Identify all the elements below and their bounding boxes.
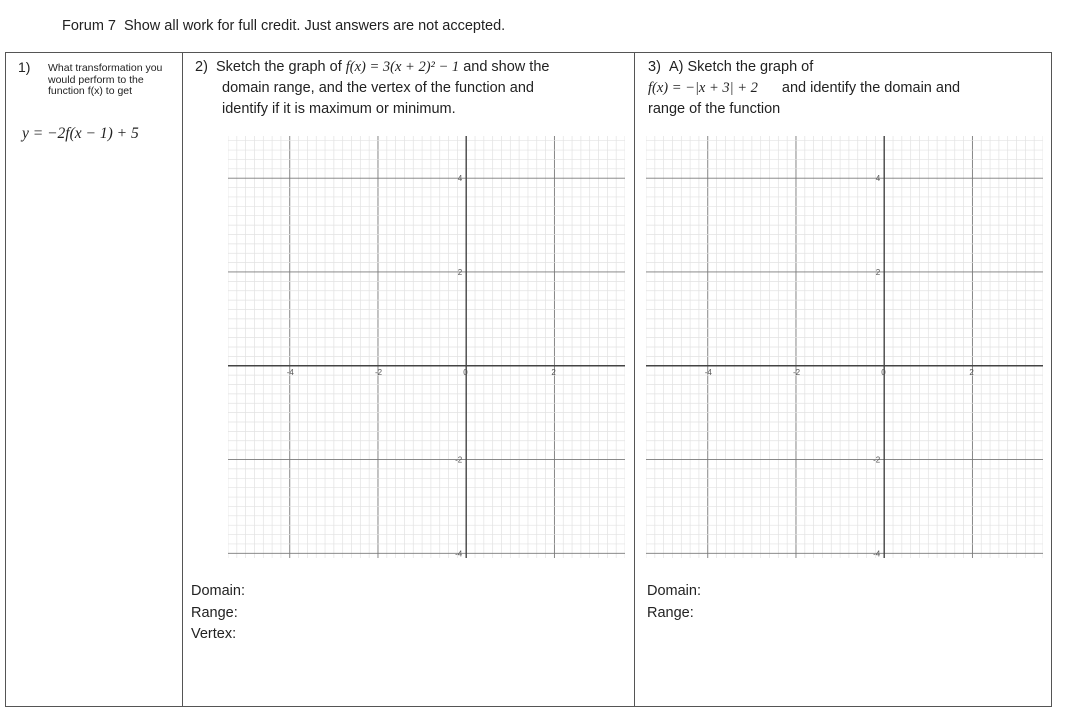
question-2-answers [191, 581, 245, 646]
question-2-line-1 [195, 57, 635, 78]
question-2-vertex-label: Vertex: [191, 626, 237, 642]
x-tick-label: 0 [463, 367, 468, 377]
x-tick-label: -4 [704, 367, 712, 377]
question-2-range-label: Range: [191, 604, 238, 621]
question-2-line-1b: and show the [459, 59, 550, 75]
column-divider-1 [182, 53, 183, 706]
x-tick-label: 0 [881, 367, 886, 377]
question-2-line-1a: Sketch the graph of [215, 59, 346, 75]
question-3-line-1 [648, 57, 1048, 78]
question-3-line-3: range of the function [648, 101, 781, 117]
x-tick-label: -4 [286, 367, 294, 377]
y-tick-label: 2 [457, 267, 463, 277]
y-tick-label: -2 [455, 455, 463, 465]
x-tick-label: 2 [551, 367, 556, 377]
question-1-text: What transformation you would perform to the function f(x) to get [48, 62, 163, 97]
question-3-line-1-text: Sketch the graph of [687, 59, 814, 75]
x-tick-label: -2 [792, 367, 801, 377]
question-2-cell [195, 57, 635, 120]
question-2-line-2: domain range, and the vertex of the function and [222, 80, 534, 96]
instructions: Show all work for full credit. Just answers are not accepted. [123, 18, 506, 34]
x-tick-label: -2 [374, 367, 383, 377]
forum-number: 7 [107, 18, 116, 34]
question-2-line-3: identify if it is maximum or minimum. [222, 101, 456, 117]
question-2-graph-grid[interactable] [228, 136, 625, 558]
question-3-cell [648, 57, 1048, 120]
y-tick-label: -4 [873, 549, 881, 558]
question-3-line-2 [648, 78, 1048, 99]
y-tick-label: -4 [455, 549, 463, 558]
x-tick-label: 2 [969, 367, 974, 377]
question-3-function: f(x) = −|x + 3| + 2 [648, 80, 758, 96]
question-3-graph-grid[interactable] [646, 136, 1043, 558]
question-2-domain-label: Domain: [191, 583, 245, 599]
question-2-number: 2) [195, 59, 208, 75]
y-tick-label: 4 [457, 174, 463, 184]
question-1-expression: y = −2f(x − 1) + 5 [22, 125, 139, 142]
y-tick-label: -2 [873, 455, 881, 465]
question-2-function: f(x) = 3(x + 2)² − 1 [345, 59, 460, 75]
y-tick-label: 4 [875, 174, 881, 184]
question-3-line-2b: and identify the domain and [781, 80, 961, 96]
question-3-answers [647, 581, 701, 624]
column-divider-2 [634, 53, 635, 706]
forum-label: Forum [62, 18, 104, 34]
question-3-number: 3) [648, 59, 661, 75]
question-3-part: A) [668, 59, 684, 75]
question-1-number: 1) [18, 59, 31, 75]
question-3-range-label: Range: [647, 604, 694, 621]
page-header [62, 18, 505, 34]
question-3-domain-label: Domain: [647, 583, 701, 599]
problem-table [5, 52, 1052, 707]
y-tick-label: 2 [875, 267, 881, 277]
